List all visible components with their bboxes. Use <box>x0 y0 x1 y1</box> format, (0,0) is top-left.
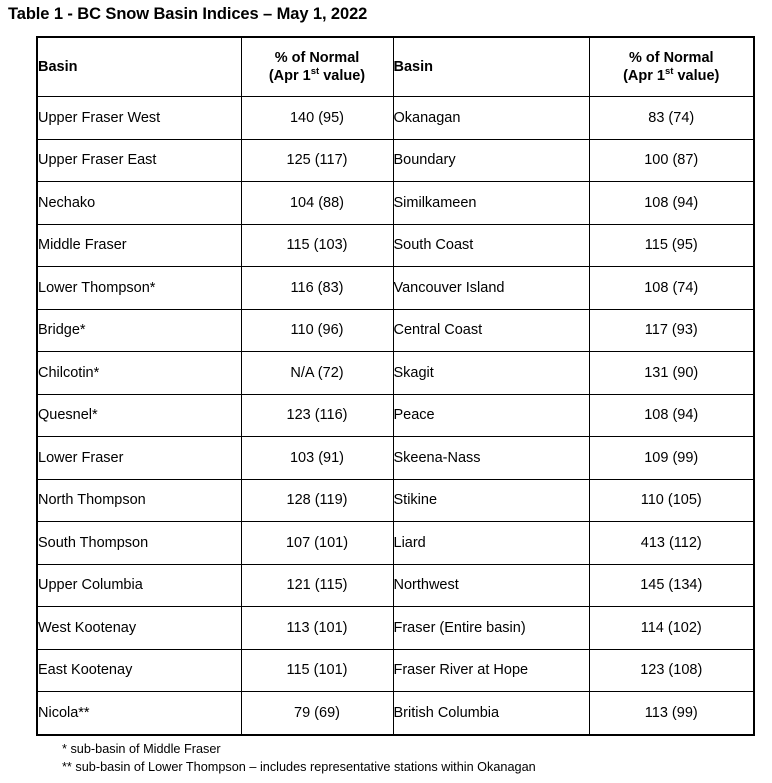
cell-basin-right: British Columbia <box>393 692 589 735</box>
cell-basin-right: Peace <box>393 394 589 437</box>
table-footnotes <box>62 740 536 776</box>
table-row <box>37 139 754 182</box>
cell-basin-right: Vancouver Island <box>393 267 589 310</box>
cell-value-right: 413 (112) <box>589 522 754 565</box>
cell-basin-left: Nicola** <box>37 692 241 735</box>
cell-value-left: 104 (88) <box>241 182 393 225</box>
cell-basin-right: Boundary <box>393 139 589 182</box>
column-header-basin-right: Basin <box>393 37 589 97</box>
table-row <box>37 564 754 607</box>
cell-basin-left: South Thompson <box>37 522 241 565</box>
cell-basin-left: Bridge* <box>37 309 241 352</box>
table-row <box>37 309 754 352</box>
column-header-basin-left: Basin <box>37 37 241 97</box>
table-header <box>37 37 754 97</box>
cell-value-right: 108 (74) <box>589 267 754 310</box>
header-right-line2-post: value) <box>673 68 720 84</box>
cell-value-right: 83 (74) <box>589 97 754 140</box>
cell-value-left: 140 (95) <box>241 97 393 140</box>
cell-value-left: 113 (101) <box>241 607 393 650</box>
header-left-line2-sup: st <box>310 66 320 78</box>
cell-basin-left: Quesnel* <box>37 394 241 437</box>
cell-value-right: 108 (94) <box>589 182 754 225</box>
cell-value-right: 145 (134) <box>589 564 754 607</box>
cell-basin-left: Upper Fraser East <box>37 139 241 182</box>
cell-value-right: 113 (99) <box>589 692 754 735</box>
cell-value-right: 108 (94) <box>589 394 754 437</box>
cell-value-right: 123 (108) <box>589 649 754 692</box>
cell-basin-left: Lower Thompson* <box>37 267 241 310</box>
header-right-line2 <box>590 67 754 85</box>
cell-value-left: 125 (117) <box>241 139 393 182</box>
cell-value-left: 107 (101) <box>241 522 393 565</box>
cell-value-right: 100 (87) <box>589 139 754 182</box>
table-row <box>37 97 754 140</box>
table-row <box>37 479 754 522</box>
cell-value-left: 123 (116) <box>241 394 393 437</box>
header-row <box>37 37 754 97</box>
table-row <box>37 352 754 395</box>
cell-basin-left: Nechako <box>37 182 241 225</box>
cell-value-right: 131 (90) <box>589 352 754 395</box>
page-title: Table 1 - BC Snow Basin Indices – May 1, 2022 <box>8 5 368 23</box>
cell-basin-left: Middle Fraser <box>37 224 241 267</box>
footnote-line: * sub-basin of Middle Fraser <box>62 742 221 756</box>
cell-basin-right: Central Coast <box>393 309 589 352</box>
header-right-line1: % of Normal <box>628 49 714 66</box>
cell-value-left: 121 (115) <box>241 564 393 607</box>
cell-value-left: 128 (119) <box>241 479 393 522</box>
header-left-line2-post: value) <box>319 68 366 84</box>
header-left-line1: % of Normal <box>274 49 360 66</box>
cell-basin-right: Okanagan <box>393 97 589 140</box>
table-row <box>37 224 754 267</box>
cell-basin-left: Upper Fraser West <box>37 97 241 140</box>
cell-value-left: 79 (69) <box>241 692 393 735</box>
header-left-line2-pre: (Apr 1 <box>268 68 311 84</box>
header-right-line2-sup: st <box>665 66 674 78</box>
cell-basin-right: Skagit <box>393 352 589 395</box>
table-row <box>37 649 754 692</box>
header-left-line2 <box>242 67 393 85</box>
cell-value-right: 109 (99) <box>589 437 754 480</box>
table-row <box>37 607 754 650</box>
snow-basin-table-container <box>36 36 753 736</box>
table-row <box>37 394 754 437</box>
cell-value-left: N/A (72) <box>241 352 393 395</box>
cell-basin-right: Similkameen <box>393 182 589 225</box>
column-header-value-right <box>589 37 754 97</box>
table-row <box>37 267 754 310</box>
footnote-line: ** sub-basin of Lower Thompson – includes representative stations within Okanagan <box>62 760 536 775</box>
cell-basin-right: Stikine <box>393 479 589 522</box>
cell-value-left: 115 (101) <box>241 649 393 692</box>
cell-value-left: 115 (103) <box>241 224 393 267</box>
cell-basin-right: Northwest <box>393 564 589 607</box>
cell-value-left: 116 (83) <box>241 267 393 310</box>
cell-value-right: 114 (102) <box>589 607 754 650</box>
cell-basin-right: South Coast <box>393 224 589 267</box>
cell-value-right: 115 (95) <box>589 224 754 267</box>
table-body <box>37 97 754 735</box>
cell-value-right: 117 (93) <box>589 309 754 352</box>
cell-basin-left: Upper Columbia <box>37 564 241 607</box>
cell-value-left: 110 (96) <box>241 309 393 352</box>
cell-basin-right: Skeena-Nass <box>393 437 589 480</box>
table-row <box>37 522 754 565</box>
cell-basin-left: Chilcotin* <box>37 352 241 395</box>
cell-basin-left: Lower Fraser <box>37 437 241 480</box>
header-right-line2-pre: (Apr 1 <box>623 68 665 84</box>
cell-basin-right: Liard <box>393 522 589 565</box>
table-row <box>37 437 754 480</box>
cell-value-right: 110 (105) <box>589 479 754 522</box>
cell-basin-left: East Kootenay <box>37 649 241 692</box>
column-header-value-left <box>241 37 393 97</box>
table-row <box>37 182 754 225</box>
table-row <box>37 692 754 735</box>
cell-value-left: 103 (91) <box>241 437 393 480</box>
cell-basin-right: Fraser River at Hope <box>393 649 589 692</box>
cell-basin-left: West Kootenay <box>37 607 241 650</box>
cell-basin-left: North Thompson <box>37 479 241 522</box>
cell-basin-right: Fraser (Entire basin) <box>393 607 589 650</box>
snow-basin-table <box>36 36 755 736</box>
